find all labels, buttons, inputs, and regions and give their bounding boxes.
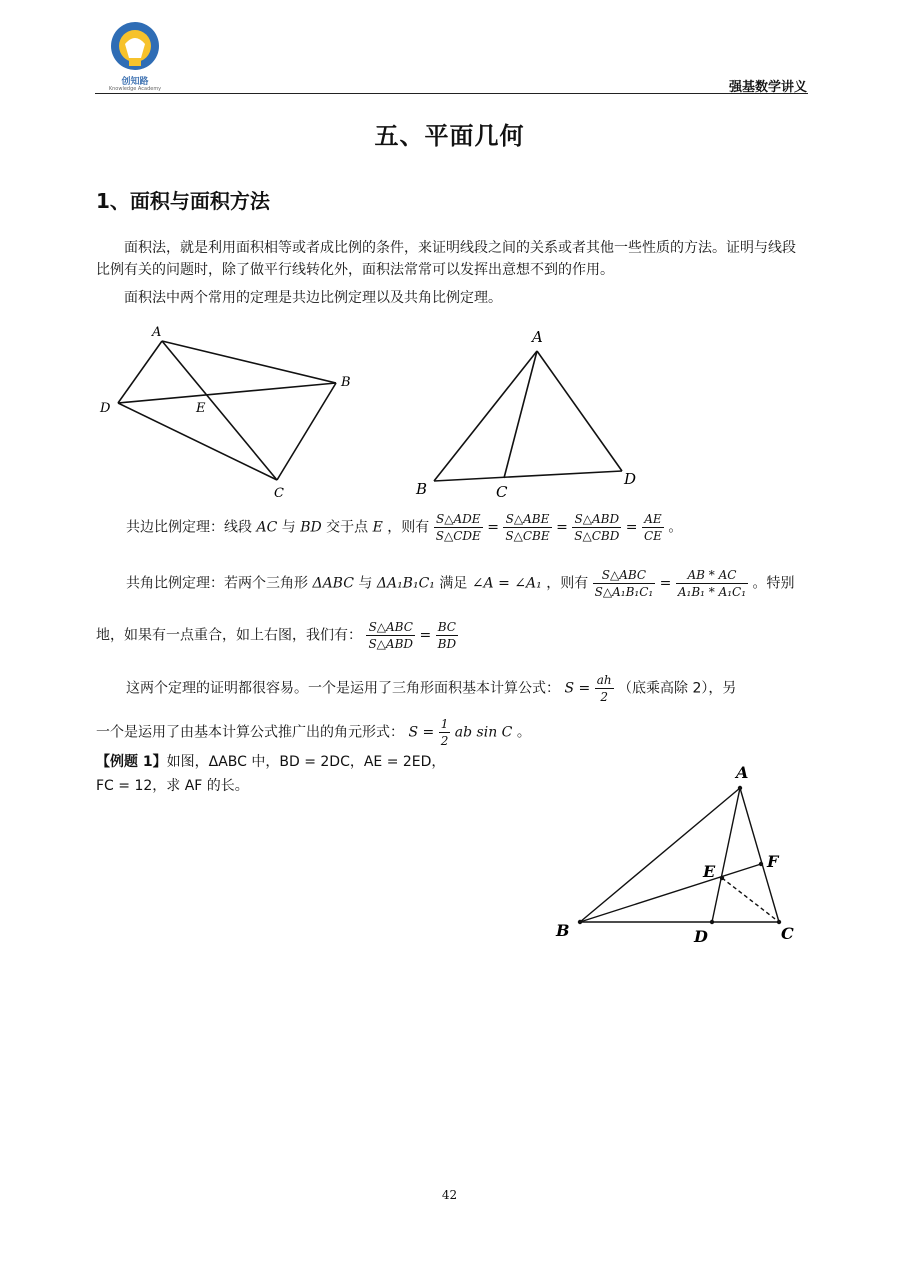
theorem1-connector: 与 — [281, 519, 296, 536]
proof-note-text-4: 。 — [516, 724, 531, 741]
formula2-rhs: ab sin C — [454, 724, 513, 741]
formula1-fraction: $\frac{ah}{2}$ — [596, 673, 612, 704]
theorem1-end: 。 — [668, 519, 683, 536]
theorem2-condition: ∠A = ∠A₁ — [471, 575, 542, 592]
example1-line-2 — [96, 775, 249, 797]
example1-text-1: 如图，ΔABC 中，BD = 2DC，AE = 2ED， — [166, 754, 446, 770]
fig3-label-c: C — [781, 924, 794, 943]
theorem2-special-case: 地，如果有一点重合，如上右图，我们有： $\frac{\text{S△ABC}}{\text{S△ABD}}$ = $\frac{BC}{BD}$ — [96, 620, 457, 651]
theorem2-tail: 。特别 — [752, 575, 795, 592]
figure-example-triangle — [550, 760, 810, 950]
figure-quadrilateral — [96, 322, 366, 502]
fig2-label-a: A — [532, 328, 543, 346]
fig2-label-d: D — [624, 470, 637, 488]
theorem1-then: ，则有 — [387, 519, 430, 536]
fig1-label-c: C — [274, 486, 284, 501]
theorem1-lead: 共边比例定理：线段 — [126, 519, 252, 536]
theorem1-connector-2: 交于点 — [326, 519, 369, 536]
fig3-label-d: D — [694, 927, 708, 946]
fig3-label-f: F — [767, 852, 779, 871]
proof-note-line-2 — [96, 716, 531, 749]
example1-tag: 【例题 1】 — [96, 754, 167, 770]
theorem1-point-e: E — [372, 519, 383, 536]
section-title: 1、面积与面积方法 — [96, 189, 270, 213]
proof-note-text-2: （底乘高除 2），另 — [618, 680, 737, 697]
theorem2-ratio-sides: $\frac{AB * AC}{\text{A₁B₁ * A₁C₁}}$ — [677, 568, 747, 599]
theorem2-special-lead: 地，如果有一点重合，如上右图，我们有： — [96, 627, 362, 644]
formula2-lhs: S = — [408, 724, 435, 741]
theorem2-then: ，则有 — [546, 575, 589, 592]
figure-triangle — [410, 322, 650, 502]
theorem2-triangle-1: ΔABC — [312, 575, 354, 592]
theorem2-lead: 共角比例定理：若两个三角形 — [126, 575, 308, 592]
formula2-fraction: $\frac{1}{2}$ — [440, 717, 449, 748]
theorem2-special-side-ratio: $\frac{BC}{BD}$ — [437, 620, 457, 651]
proof-note-text-1: 这两个定理的证明都很容易。一个是运用了三角形面积基本计算公式： — [126, 680, 560, 697]
formula1-lhs: S = — [564, 680, 591, 697]
theorem2-triangle-2: ΔA₁B₁C₁ — [376, 575, 435, 592]
fig1-label-a: A — [152, 325, 162, 340]
theorem1-ratio-1: $\frac{\text{S△ADE}}{\text{S△CDE}}$ — [435, 512, 481, 543]
theorem2-ratio-area: $\frac{\text{S△ABC}}{\text{S△A₁B₁C₁}}$ — [594, 568, 654, 599]
theorem2-condition-lead: 满足 — [439, 575, 468, 592]
fig1-label-b: B — [341, 375, 351, 390]
fig1-label-d: D — [100, 401, 111, 416]
fig3-label-e: E — [703, 862, 716, 881]
chapter-title: 五、平面几何 — [374, 122, 525, 150]
proof-note-text-3: 一个是运用了由基本计算公式推广出的角元形式： — [96, 724, 404, 741]
fig2-label-b: B — [416, 480, 428, 498]
fig3-label-b: B — [556, 921, 570, 940]
theorem-common-angle: 共角比例定理：若两个三角形 ΔABC 与 ΔA₁B₁C₁ 满足 ∠A = ∠A₁ ，则有 $\frac{\text{S△ABC}}{\text{S△A₁B₁C₁}}$ = $\frac{AB * AC}{\text{A₁B₁ * A₁C₁}}$ 。特别 — [126, 568, 795, 599]
example1-line-1 — [96, 751, 445, 773]
theorem-common-side: 共边比例定理：线段 AC 与 BD 交于点 E ，则有 $\frac{\text{S△ADE}}{\text{S△CDE}}$ = $\frac{\text{S△ABE}}{\text{S△CBE}}$ = $\frac{\text{S△ABD}}{\text{S△CBD}}$ = $\frac{AE}{CE}$ 。 — [126, 512, 683, 543]
theorem1-segment-ac: AC — [256, 519, 278, 536]
logo-subtitle: Knowledge Academy — [108, 86, 162, 92]
proof-note-line-1 — [126, 672, 736, 705]
intro-paragraph-2: 面积法中两个常用的定理是共边比例定理以及共角比例定理。 — [124, 290, 502, 306]
theorem1-ratio-3: $\frac{\text{S△ABD}}{\text{S△CBD}}$ — [574, 512, 620, 543]
fig3-label-a: A — [736, 763, 749, 782]
header-divider — [95, 93, 808, 94]
theorem1-segment-bd: BD — [300, 519, 322, 536]
theorem1-ratio-4: $\frac{AE}{CE}$ — [643, 512, 662, 543]
theorem1-ratio-2: $\frac{\text{S△ABE}}{\text{S△CBE}}$ — [505, 512, 550, 543]
fig1-label-e: E — [196, 401, 206, 416]
theorem2-special-area-ratio: $\frac{\text{S△ABC}}{\text{S△ABD}}$ — [368, 620, 414, 651]
fig2-label-c: C — [496, 483, 508, 501]
example1-text-2: FC = 12，求 AF 的长。 — [96, 778, 249, 794]
page-number: 42 — [441, 1188, 458, 1202]
theorem2-connector: 与 — [358, 575, 373, 592]
header-title: 强基数学讲义 — [728, 80, 807, 95]
logo-name: 创知路 — [121, 77, 149, 87]
intro-paragraph-1: 面积法，就是利用面积相等或者成比例的条件，来证明线段之间的关系或者其他一些性质的方法。证明与线段比例有关的问题时，除了做平行线转化外，面积法常常可以发挥出意想不到的作用。 — [96, 240, 796, 278]
